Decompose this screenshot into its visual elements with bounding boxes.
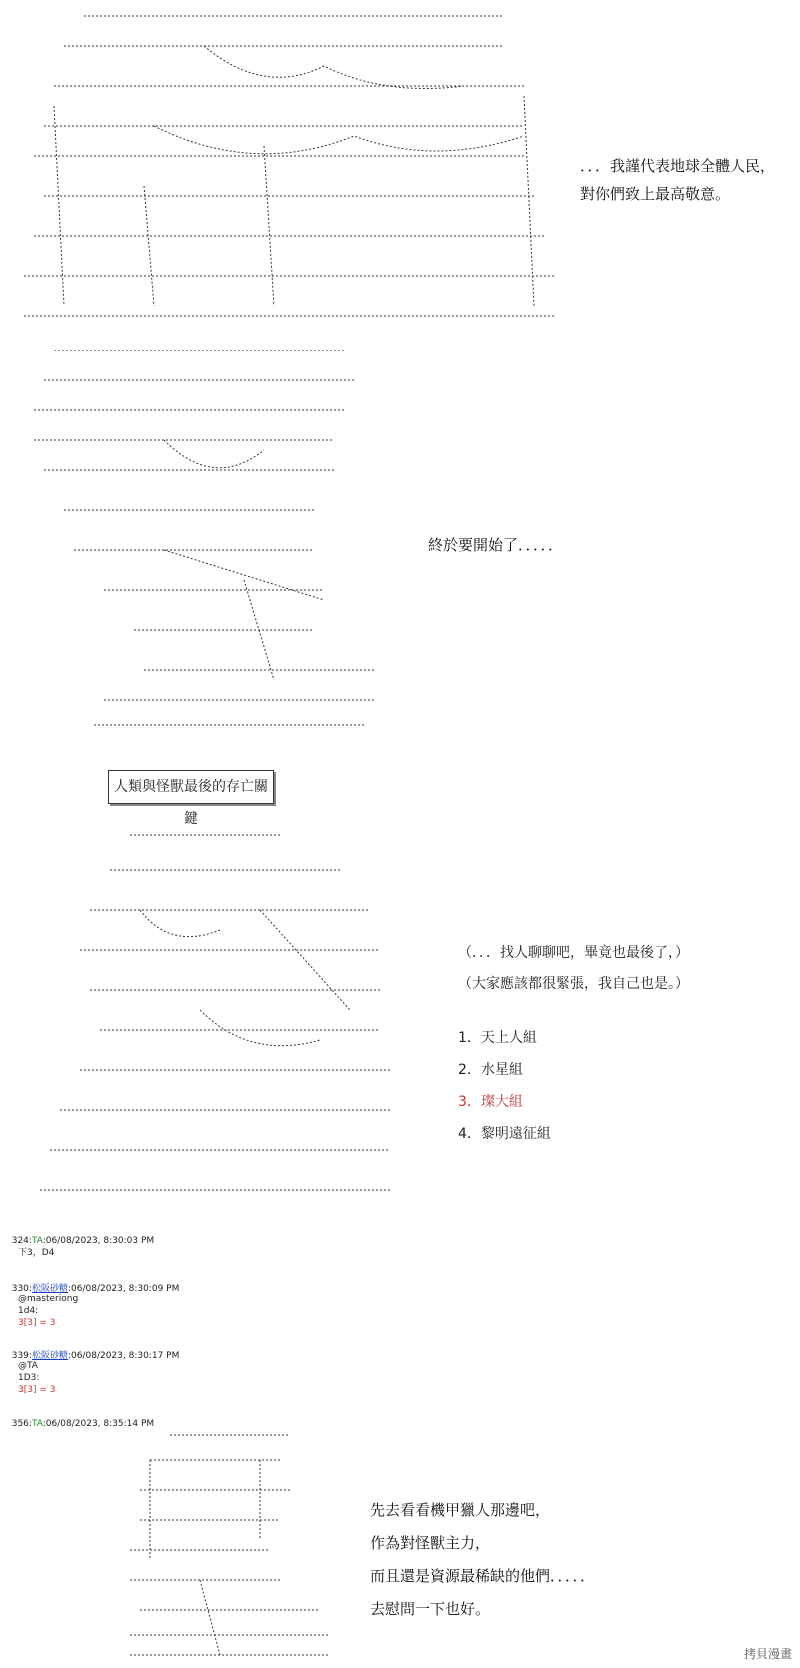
choice-4: 4．黎明遠征組 [458, 1126, 551, 1142]
post-time: :06/08/2023, 8:30:09 PM [67, 1284, 180, 1294]
dialog-line-1: ．．．我謹代表地球全體人民， [580, 157, 776, 175]
choice-3-selected: 3．璨大組 [458, 1094, 523, 1110]
post-time: :06/08/2023, 8:30:03 PM [42, 1236, 155, 1246]
post-number: 356: [11, 1419, 32, 1429]
post-time: :06/08/2023, 8:35:14 PM [42, 1419, 155, 1429]
boxed-caption: 人類與怪獸最後的存亡關鍵 [108, 770, 274, 804]
log-line: @masteriong [18, 1294, 79, 1304]
dialog-line-7: 去慰問一下也好。 [370, 1600, 491, 1618]
post-number: 330: [11, 1284, 32, 1294]
poster-name: TA [31, 1236, 43, 1246]
choice-2: 2．水星組 [458, 1062, 523, 1078]
poster-name-link[interactable]: 松阪砂糖 [31, 1284, 68, 1294]
log-line: 1d4: [18, 1306, 39, 1316]
inner-monologue-1: （．．．找人聊聊吧，畢竟也最後了，） [458, 945, 689, 961]
poster-name-link[interactable]: 松阪砂糖 [31, 1351, 68, 1361]
post-time: :06/08/2023, 8:30:17 PM [67, 1351, 180, 1361]
dialog-line-6: 而且還是資源最稀缺的他們．．．．． [370, 1567, 596, 1585]
dialog-line-5: 作為對怪獸主力， [370, 1534, 491, 1552]
ascii-art-figure-3 [20, 830, 400, 1200]
log-line: @TA [18, 1361, 38, 1371]
log-body-324: 下3，D4 [18, 1248, 55, 1258]
log-entry-339 [6, 1338, 179, 1362]
choice-1: 1．天上人組 [458, 1030, 537, 1046]
log-entry-356 [6, 1406, 154, 1430]
ascii-art-figure-4 [120, 1430, 360, 1660]
log-entry-324 [6, 1223, 154, 1247]
ascii-art-figure-1 [4, 6, 554, 326]
poster-name: TA [31, 1419, 43, 1429]
dialog-line-2: 對你們致上最高敬意。 [580, 185, 731, 203]
ascii-art-figure-2 [14, 350, 374, 730]
watermark: 拷貝漫畫 [743, 1647, 792, 1661]
post-number: 339: [11, 1351, 32, 1361]
dice-result: 3[3] = 3 [18, 1318, 56, 1328]
dice-result: 3[3] = 3 [18, 1385, 56, 1395]
dialog-line-4: 先去看看機甲獵人那邊吧， [370, 1501, 551, 1519]
inner-monologue-2: （大家應該都很緊張，我自己也是。） [458, 976, 689, 992]
log-line: 1D3: [18, 1373, 40, 1383]
log-entry-330 [6, 1271, 179, 1295]
post-number: 324: [11, 1236, 32, 1246]
dialog-line-3: 終於要開始了．．．．． [428, 536, 564, 554]
